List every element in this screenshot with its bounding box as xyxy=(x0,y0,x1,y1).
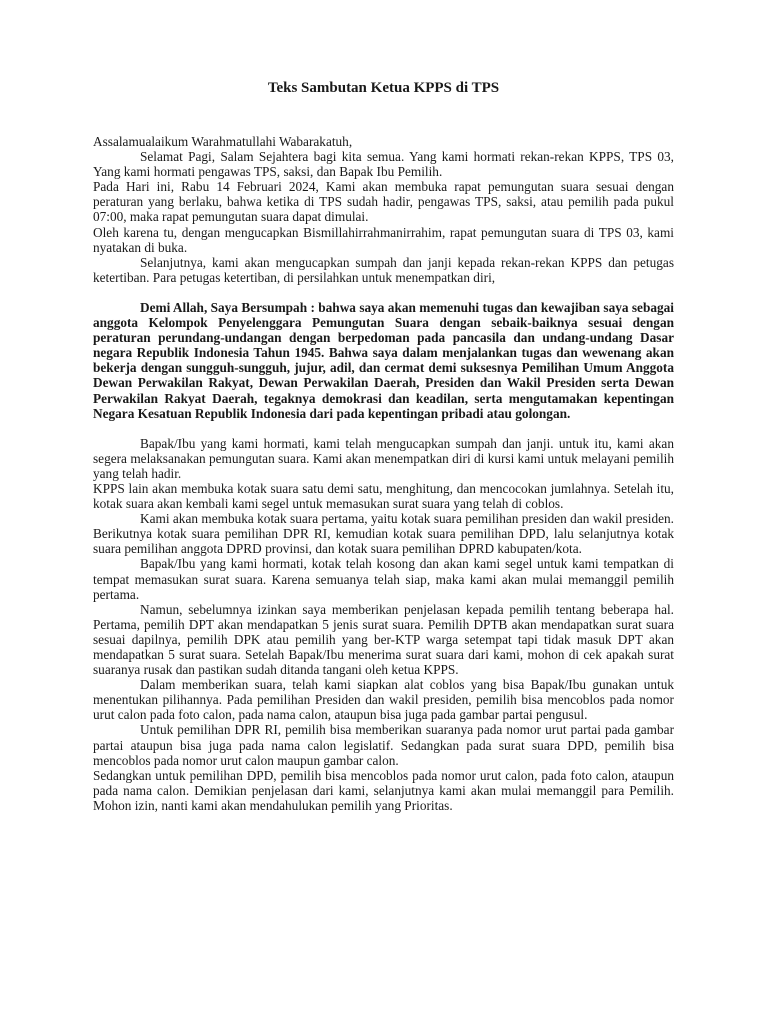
body-paragraph: Oleh karena tu, dengan mengucapkan Bismillahirrahmanirrahim, rapat pemungutan suara di TPS 03, kami nyatakan di buka. xyxy=(93,224,674,255)
body-paragraph: Namun, sebelumnya izinkan saya memberikan penjelasan kepada pemilih tentang beberapa hal. Pertama, pemilih DPT akan mendapatkan 5 jenis surat suara. Pemilih DPTB akan mendapatkan surat suara sesuai dapilnya, pemilih DPK atau pemilih yang ber-KTP warga setempat tapi tidak masuk DPT akan mendapatkan 5 surat suara. Setelah Bapak/Ibu menerima surat suara dari kami, mohon di cek apakah surat suaranya rusak dan pastikan sudah ditanda tangani oleh ketua KPPS. xyxy=(93,601,674,678)
body-paragraph: Bapak/Ibu yang kami hormati, kami telah mengucapkan sumpah dan janji. untuk itu, kami akan segera melaksanakan pemungutan suara. Kami akan menempatkan diri di kursi kami untuk melayani pemilih yang telah hadir. xyxy=(93,435,674,481)
body-paragraph: Pada Hari ini, Rabu 14 Februari 2024, Kami akan membuka rapat pemungutan suara sesuai dengan peraturan yang berlaku, bahwa ketika di TPS sudah hadir, pengawas TPS, saksi, atau pemilih pada pukul 07:00, maka rapat pemungutan suara dapat dimulai. xyxy=(93,179,674,225)
body-paragraph: Dalam memberikan suara, telah kami siapkan alat coblos yang bisa Bapak/Ibu gunakan untuk menentukan pilihannya. Pada pemilihan Presiden dan wakil presiden, pemilih bisa mencoblos pada nomor urut calon pada foto calon, pada nama calon, ataupun bisa juga pada gambar partai pengusul. xyxy=(93,677,674,723)
body-paragraph: Kami akan membuka kotak suara pertama, yaitu kotak suara pemilihan presiden dan wakil presiden. Berikutnya kotak suara pemilihan DPR RI, kemudian kotak suara pemilihan DPD, lalu selanjutnya kotak suara pemilihan anggota DPRD provinsi, dan kotak suara pemilihan DPRD kabupaten/kota. xyxy=(93,511,674,557)
body-paragraph: KPPS lain akan membuka kotak suara satu demi satu, menghitung, dan mencocokan jumlahnya. Setelah itu, kotak suara akan kembali kami segel untuk memasukan surat suara yang telah di coblos. xyxy=(93,480,674,512)
document-page xyxy=(93,78,674,813)
body-paragraph: Untuk pemilihan DPR RI, pemilih bisa memberikan suaranya pada nomor urut partai pada gambar partai ataupun bisa juga pada nama calon legislatif. Sedangkan pada surat suara DPD, pemilih bisa mencoblos pada nomor urut calon maupun gambar calon. xyxy=(93,722,674,768)
document-body xyxy=(93,134,674,813)
document-title: Teks Sambutan Ketua KPPS di TPS xyxy=(267,80,500,96)
body-paragraph: Selanjutnya, kami akan mengucapkan sumpah dan janji kepada rekan-rekan KPPS dan petugas ketertiban. Para petugas ketertiban, di persilahkan untuk menempatkan diri, xyxy=(93,254,674,285)
body-paragraph: Assalamualaikum Warahmatullahi Wabarakatuh, xyxy=(93,134,353,149)
body-paragraph: Sedangkan untuk pemilihan DPD, pemilih bisa mencoblos pada nomor urut calon, pada foto calon, ataupun pada nama calon. Demikian penjelasan dari kami, selanjutnya kami akan mulai memanggil para Pemilih. Mohon izin, nanti kami akan mendahulukan pemilih yang Prioritas. xyxy=(93,767,674,813)
oath-paragraph: Demi Allah, Saya Bersumpah : bahwa saya akan memenuhi tugas dan kewajiban saya sebagai anggota Kelompok Penyelenggara Pemungutan Suara dengan sebaik-baiknya sesuai dengan peraturan perundang-undangan dengan berpedoman pada pancasila dan undang-undang Dasar negara Republik Indonesia Tahun 1945. Bahwa saya dalam menjalankan tugas dan wewenang akan bekerja dengan sungguh-sungguh, jujur, adil, dan cermat demi suksesnya Pemilihan Umum Anggota Dewan Perwakilan Rakyat, Dewan Perwakilan Daerah, Presiden dan Wakil Presiden serta Dewan Perwakilan Rakyat Daerah, tegaknya demokrasi dan keadilan, serta mengutamakan kepentingan Negara Kesatuan Republik Indonesia dari pada kepentingan pribadi atau golongan. xyxy=(93,299,674,421)
body-paragraph: Bapak/Ibu yang kami hormati, kotak telah kosong dan akan kami segel untuk kami tempatkan di tempat memasukan surat suara. Karena semuanya telah siap, maka kami akan mulai memanggil pemilih pertama. xyxy=(93,556,674,602)
body-paragraph: Selamat Pagi, Salam Sejahtera bagi kita semua. Yang kami hormati rekan-rekan KPPS, TPS 03, Yang kami hormati pengawas TPS, saksi, dan Bapak Ibu Pemilih. xyxy=(93,149,674,180)
